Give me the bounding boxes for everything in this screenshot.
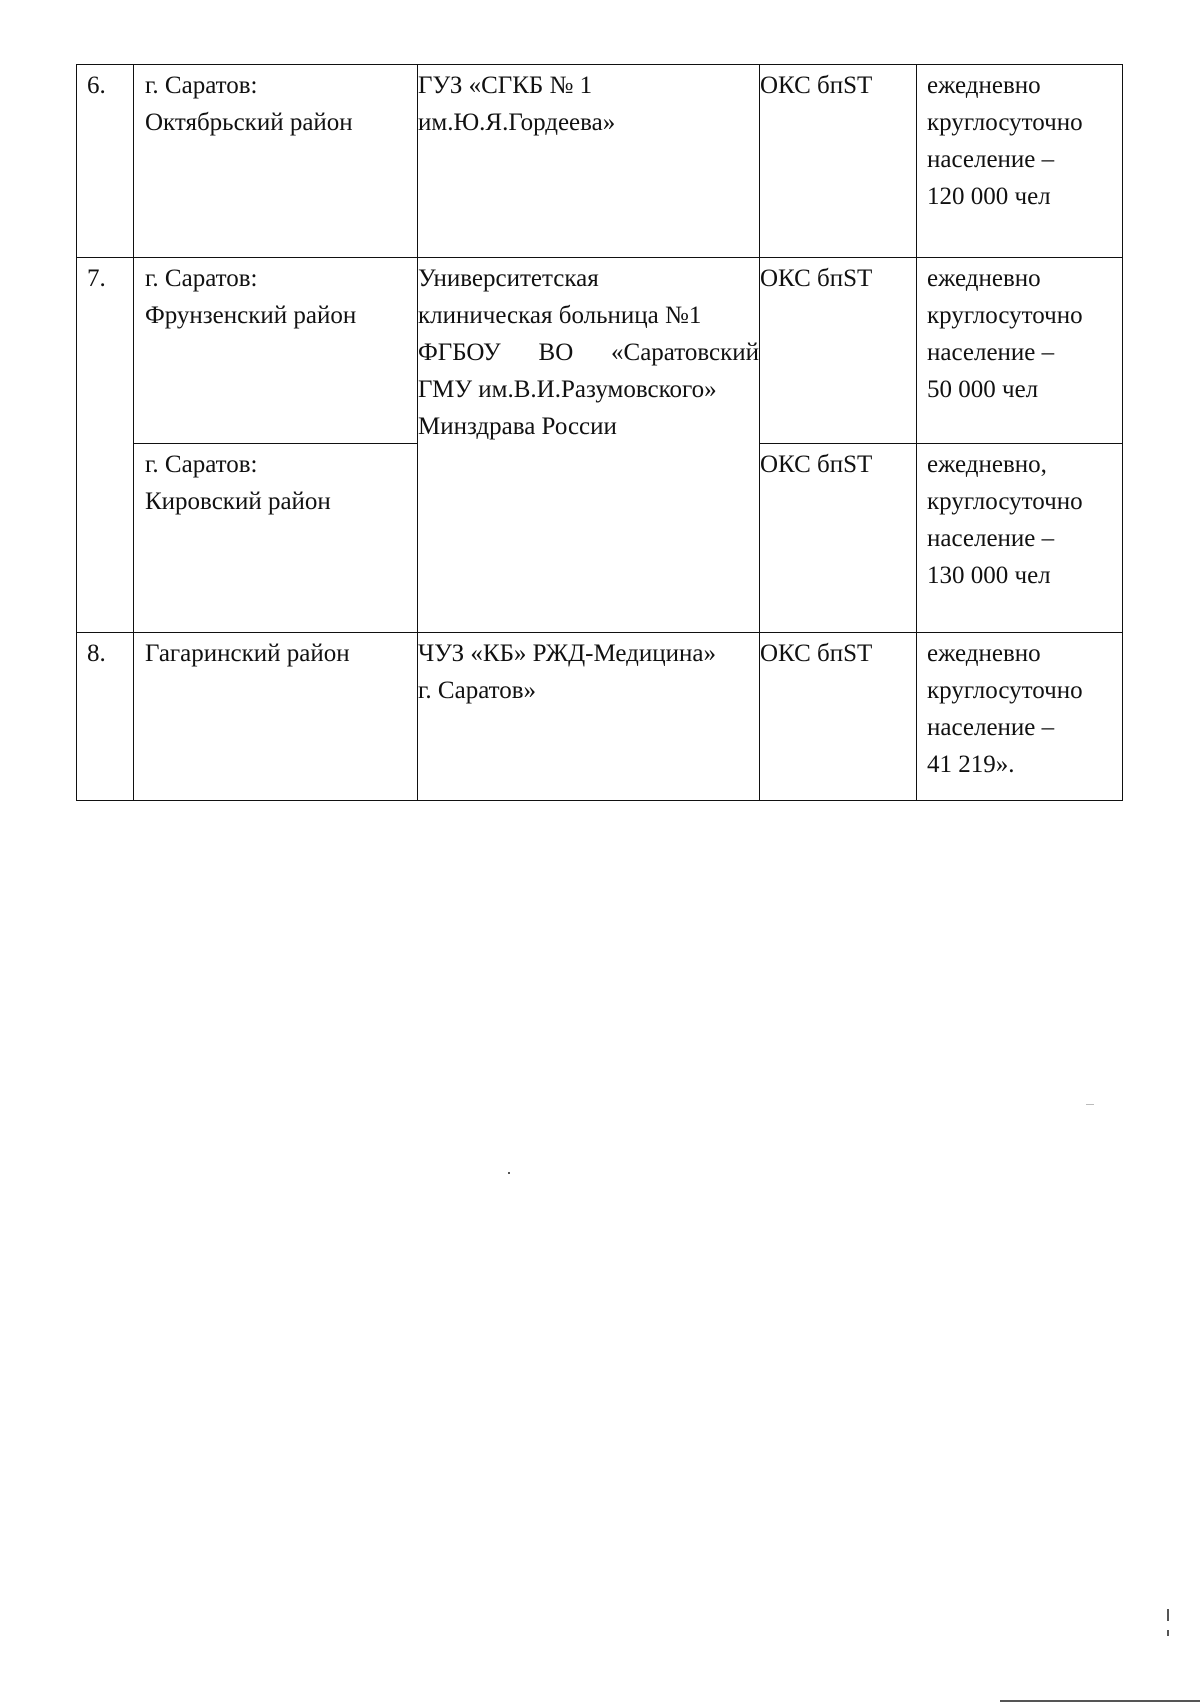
- district-line: Октябрьский район: [145, 109, 353, 136]
- table-row: [77, 258, 1123, 444]
- organization-line-justified: [418, 334, 759, 371]
- row-number: 6.: [77, 65, 134, 258]
- organization-line: Университетская: [418, 265, 599, 292]
- district-line: г. Саратов:: [145, 265, 258, 292]
- district-cell: [134, 633, 418, 801]
- organization-line: клиническая больница №1: [418, 302, 702, 329]
- schedule-line: 41 219».: [927, 751, 1015, 778]
- district-line: г. Саратов:: [145, 451, 258, 478]
- schedule-line: ежедневно,: [927, 451, 1047, 478]
- diagnosis-cell: ОКС бпST: [760, 65, 917, 258]
- schedule-line: ежедневно: [927, 72, 1041, 99]
- schedule-line: ежедневно: [927, 640, 1041, 667]
- diagnosis-cell: ОКС бпST: [760, 258, 917, 444]
- district-cell: [134, 65, 418, 258]
- scan-speck: [1167, 1630, 1169, 1636]
- schedule-line: 130 000 чел: [927, 562, 1051, 589]
- table-row: [77, 633, 1123, 801]
- row-number: 7.: [77, 258, 134, 633]
- organization-cell: [418, 633, 760, 801]
- organization-line: им.Ю.Я.Гордеева»: [418, 109, 616, 136]
- schedule-cell: [917, 65, 1123, 258]
- organization-line: ГМУ им.В.И.Разумовского»: [418, 376, 717, 403]
- scan-speck: [508, 1172, 510, 1174]
- district-line: Гагаринский район: [145, 640, 350, 667]
- schedule-line: круглосуточно: [927, 677, 1083, 704]
- hospital-routing-table: [76, 64, 1123, 801]
- diagnosis-cell: ОКС бпST: [760, 633, 917, 801]
- schedule-line: население –: [927, 525, 1055, 552]
- scan-speck: [1086, 1104, 1094, 1105]
- organization-line: ЧУЗ «КБ» РЖД-Медицина»: [418, 640, 716, 667]
- schedule-line: ежедневно: [927, 265, 1041, 292]
- organization-word: «Саратовский: [611, 339, 759, 366]
- schedule-cell: [917, 444, 1123, 633]
- district-line: Кировский район: [145, 488, 331, 515]
- schedule-line: 50 000 чел: [927, 376, 1039, 403]
- organization-line: ГУЗ «СГКБ № 1: [418, 72, 593, 99]
- diagnosis-cell: ОКС бпST: [760, 444, 917, 633]
- schedule-line: население –: [927, 339, 1055, 366]
- organization-word: ФГБОУ: [418, 339, 501, 366]
- organization-cell: [418, 65, 760, 258]
- schedule-line: 120 000 чел: [927, 183, 1051, 210]
- schedule-line: население –: [927, 146, 1055, 173]
- district-cell: [134, 444, 418, 633]
- organization-line: г. Саратов»: [418, 677, 537, 704]
- scan-speck: [1167, 1609, 1169, 1621]
- schedule-line: круглосуточно: [927, 302, 1083, 329]
- organization-word: ВО: [538, 339, 574, 366]
- organization-line: Минздрава России: [418, 413, 617, 440]
- district-line: Фрунзенский район: [145, 302, 357, 329]
- table-row: [77, 65, 1123, 258]
- organization-cell: [418, 258, 760, 633]
- schedule-cell: [917, 633, 1123, 801]
- schedule-line: круглосуточно: [927, 109, 1083, 136]
- schedule-line: круглосуточно: [927, 488, 1083, 515]
- district-line: г. Саратов:: [145, 72, 258, 99]
- schedule-line: население –: [927, 714, 1055, 741]
- district-cell: [134, 258, 418, 444]
- row-number: 8.: [77, 633, 134, 801]
- schedule-cell: [917, 258, 1123, 444]
